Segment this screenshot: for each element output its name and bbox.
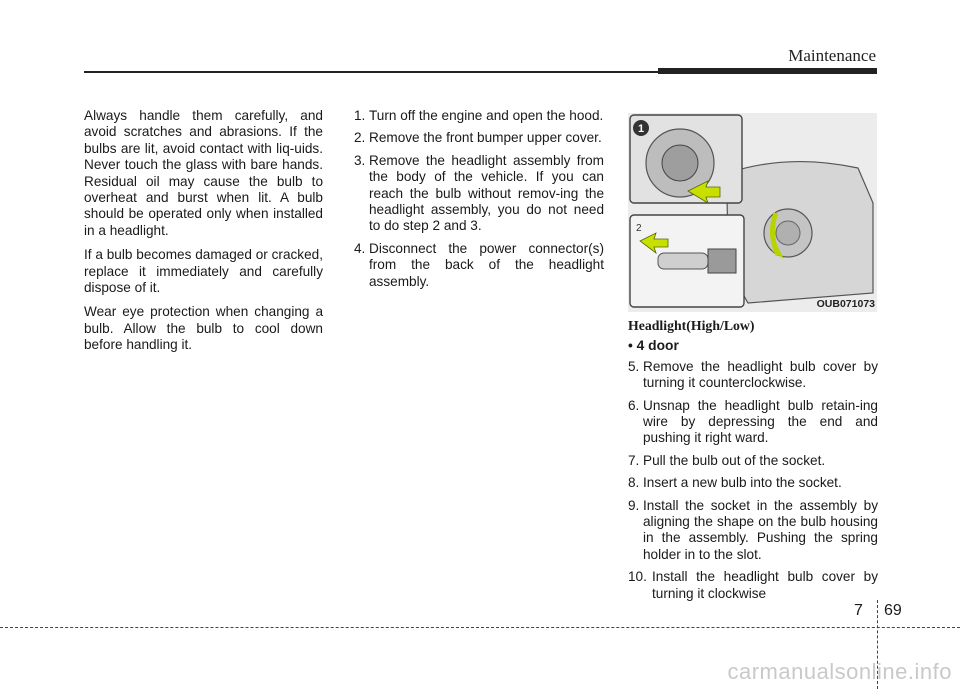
step-number: 10. [628, 569, 647, 585]
step-text: Unsnap the headlight bulb retain-ing wire by depressing the end and pushing it right ward. [643, 397, 878, 446]
watermark-link[interactable]: carmanualsonline.info [727, 659, 952, 684]
step-number: 2. [354, 130, 366, 146]
step-number: 8. [628, 475, 640, 491]
bulb-glass [658, 253, 708, 269]
step-item [628, 453, 878, 469]
column-2 [354, 108, 604, 296]
step-number: 4. [354, 240, 366, 256]
paragraph: Wear eye protection when changing a bulb. Allow the bulb to cool down before handling it. [84, 304, 323, 353]
callout-1-label: 1 [637, 123, 645, 135]
step-list-continued [628, 569, 878, 602]
step-item [354, 153, 604, 235]
header-rule [84, 71, 664, 73]
callout-2-label: 2 [636, 223, 642, 234]
step-number: 3. [354, 152, 366, 168]
step-text: Insert a new bulb into the socket. [643, 475, 842, 491]
paragraph: Always handle them carefully, and avoid scratches and abrasions. If the bulbs are lit, avoid contact with liq-uids. Never touch the glass with bare hands. Residual oil may cause the bulb to overheat and burst when lit. A bulb should be operated only when installed in a headlight. [84, 108, 323, 238]
header-rule-accent [658, 68, 877, 74]
step-text: Remove the headlight assembly from the body of the vehicle. If you can reach the bulb without remov-ing the headlight assembly, you do not need to do step 2 and 3. [369, 152, 604, 234]
step-item [628, 359, 878, 392]
step-text: Install the headlight bulb cover by turning it clockwise [652, 569, 878, 601]
step-text: Install the socket in the assembly by aligning the shape on the bulb housing in the assembly. Pushing the spring holder in to the slot. [643, 497, 878, 562]
step-list [628, 359, 878, 563]
step-text: Remove the headlight bulb cover by turning it counterclockwise. [643, 358, 878, 391]
page-header-title: Maintenance [788, 46, 876, 65]
section-heading: Headlight(High/Low) [628, 318, 755, 333]
headlight-illustration [628, 113, 877, 312]
bullet-item: • 4 door [628, 338, 679, 354]
step-text: Turn off the engine and open the hood. [369, 108, 604, 123]
headlight-figure [628, 113, 877, 312]
paragraph: If a bulb becomes damaged or cracked, replace it immediately and carefully dispose of it. [84, 247, 323, 296]
step-item [354, 130, 604, 146]
step-item [354, 108, 604, 124]
socket-center [662, 145, 698, 181]
figure-caption: OUB071073 [816, 298, 875, 310]
step-text: Remove the front bumper upper cover. [369, 130, 602, 146]
step-text: Disconnect the power connector(s) from the back of the headlight assembly. [369, 240, 604, 289]
footer-rule [0, 627, 960, 628]
step-item [628, 569, 878, 602]
column-1 [84, 108, 323, 362]
page-number: 69 [884, 602, 902, 619]
step-item [628, 498, 878, 564]
bulb-cover-center [776, 221, 800, 245]
column-3 [628, 312, 878, 608]
step-number: 9. [628, 497, 640, 513]
step-item [628, 475, 878, 491]
step-list [354, 108, 604, 290]
step-number: 5. [628, 358, 640, 374]
step-item [354, 241, 604, 290]
chapter-number: 7 [854, 602, 863, 619]
step-number: 1. [354, 108, 366, 123]
step-number: 6. [628, 397, 640, 413]
step-text: Pull the bulb out of the socket. [643, 452, 826, 468]
step-item [628, 398, 878, 447]
bulb-base [708, 249, 736, 273]
step-number: 7. [628, 452, 640, 468]
